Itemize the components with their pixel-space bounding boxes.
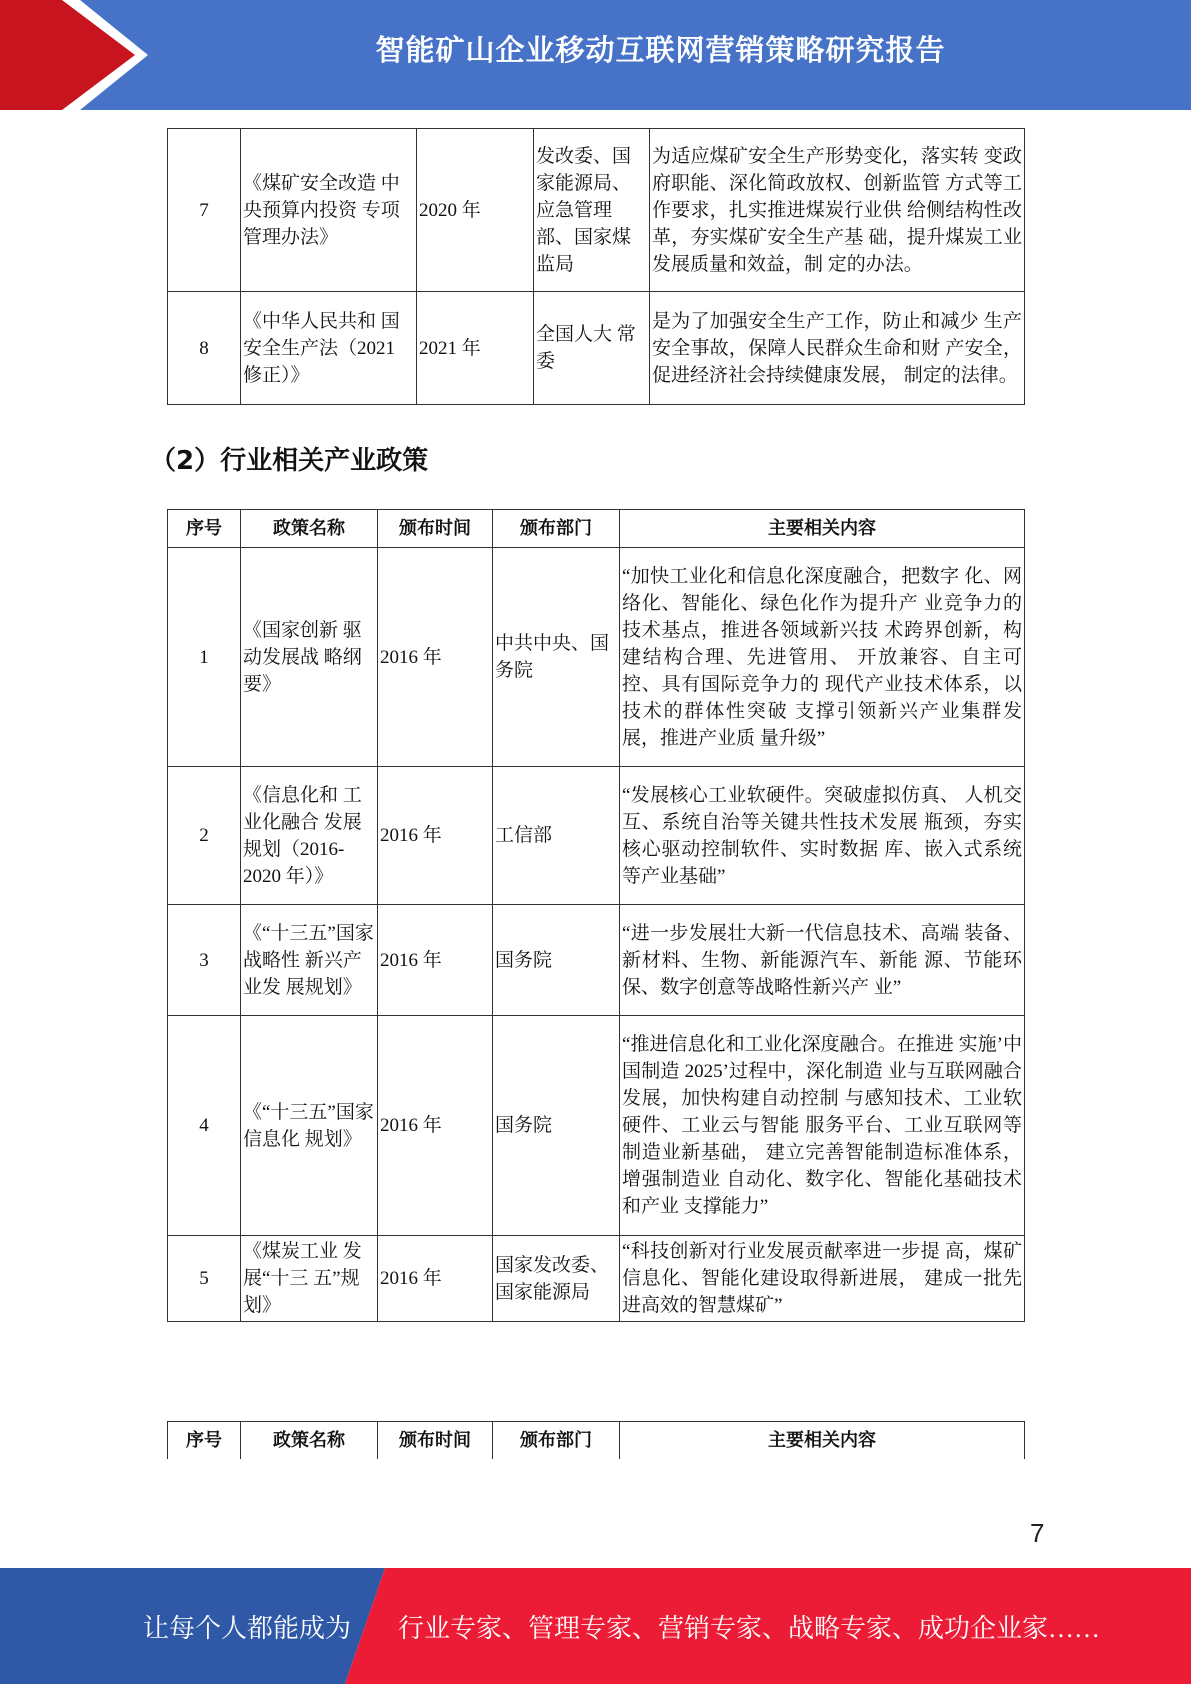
report-title: 智能矿山企业移动互联网营销策略研究报告: [375, 33, 946, 67]
header-chevron-decoration: [0, 0, 160, 110]
column-header-year: 颁布时间: [378, 1422, 493, 1460]
policy-name: 《煤炭工业 发展“十三 五”规划》: [241, 1236, 378, 1322]
page-header-banner: [0, 0, 1191, 110]
policy-department: 工信部: [493, 767, 620, 905]
row-number: 1: [168, 548, 241, 767]
policy-department: 国家发改委、国家能源局: [493, 1236, 620, 1322]
table-row: [168, 129, 1025, 292]
policy-name: 《信息化和 工业化融合 发展规划（2016-2020 年）》: [241, 767, 378, 905]
section-heading: （2）行业相关产业政策: [150, 446, 429, 476]
policy-name: 《“十三五”国家战略性 新兴产业发 展规划》: [241, 905, 378, 1016]
policy-name: 《中华人民共和 国安全生产法（2021 修正）》: [241, 292, 417, 405]
row-number: 4: [168, 1016, 241, 1236]
column-header-dept: 颁布部门: [493, 510, 620, 548]
policy-content: 为适应煤矿安全生产形势变化，落实转 变政府职能、深化简政放权、创新监管 方式等工作要求，扎实推进煤炭行业供 给侧结构性改革，夯实煤矿安全生产基 础，提升煤炭工业发展质量和效益，制 定的办法。: [650, 129, 1025, 292]
column-header-year: 颁布时间: [378, 510, 493, 548]
table-row: [168, 1236, 1025, 1322]
column-header-no: 序号: [168, 1422, 241, 1460]
table-header-row: [168, 510, 1025, 548]
policy-content: “发展核心工业软硬件。突破虚拟仿真、 人机交互、系统自治等关键共性技术发展 瓶颈，夯实核心驱动控制软件、实时数据 库、嵌入式系统等产业基础”: [620, 767, 1025, 905]
policy-year: 2016 年: [378, 1236, 493, 1322]
policy-table-continued-header: [167, 1421, 1025, 1459]
row-number: 5: [168, 1236, 241, 1322]
policy-name: 《国家创新 驱动发展战 略纲要》: [241, 548, 378, 767]
policy-table-industry: [167, 509, 1025, 1322]
policy-year: 2021 年: [417, 292, 534, 405]
policy-year: 2016 年: [378, 1016, 493, 1236]
policy-department: 全国人大 常委: [534, 292, 650, 405]
policy-department: 国务院: [493, 1016, 620, 1236]
row-number: 8: [168, 292, 241, 405]
policy-content: “加快工业化和信息化深度融合，把数字 化、网络化、智能化、绿色化作为提升产 业竞争力的技术基点，推进各领域新兴技 术跨界创新，构建结构合理、先进管用、 开放兼容、自主可控、具有国际竞争力的 现代产业技术体系，以技术的群体性突破 支撑引领新兴产业集群发展，推进产业质 量升级”: [620, 548, 1025, 767]
policy-name: 《“十三五”国家信息化 规划》: [241, 1016, 378, 1236]
policy-year: 2016 年: [378, 548, 493, 767]
page-number: 7: [1030, 1518, 1045, 1548]
policy-content: “科技创新对行业发展贡献率进一步提 高，煤矿信息化、智能化建设取得新进展， 建成一批先进高效的智慧煤矿”: [620, 1236, 1025, 1322]
row-number: 2: [168, 767, 241, 905]
policy-table-national-continued: [167, 128, 1025, 405]
row-number: 7: [168, 129, 241, 292]
column-header-name: 政策名称: [241, 1422, 378, 1460]
policy-year: 2016 年: [378, 767, 493, 905]
table-row: [168, 548, 1025, 767]
policy-department: 发改委、国家能源局、应急管理部、国家煤监局: [534, 129, 650, 292]
table-row: [168, 292, 1025, 405]
table-header-row: [168, 1422, 1025, 1460]
table-row: [168, 1016, 1025, 1236]
column-header-content: 主要相关内容: [620, 1422, 1025, 1460]
column-header-name: 政策名称: [241, 510, 378, 548]
column-header-dept: 颁布部门: [493, 1422, 620, 1460]
policy-name: 《煤矿安全改造 中央预算内投资 专项管理办法》: [241, 129, 417, 292]
page-footer-banner: [0, 1568, 1191, 1684]
footer-slogan-left: 让每个人都能成为: [143, 1614, 352, 1643]
column-header-content: 主要相关内容: [620, 510, 1025, 548]
policy-content: “进一步发展壮大新一代信息技术、高端 装备、新材料、生物、新能源汽车、新能 源、节能环保、数字创意等战略性新兴产 业”: [620, 905, 1025, 1016]
policy-content: “推进信息化和工业化深度融合。在推进 实施’中国制造 2025’过程中，深化制造 业与互联网融合发展，加快构建自动控制 与感知技术、工业软硬件、工业云与智能 服务平台、工业互联网等制造业新基础， 建立完善智能制造标准体系，增强制造业 自动化、数字化、智能化基础技术和产业 支撑能力”: [620, 1016, 1025, 1236]
row-number: 3: [168, 905, 241, 1016]
policy-year: 2016 年: [378, 905, 493, 1016]
column-header-no: 序号: [168, 510, 241, 548]
footer-slogan-right: 行业专家、管理专家、营销专家、战略专家、成功企业家……: [398, 1614, 1101, 1643]
policy-year: 2020 年: [417, 129, 534, 292]
policy-content: 是为了加强安全生产工作，防止和减少 生产安全事故，保障人民群众生命和财 产安全，促进经济社会持续健康发展， 制定的法律。: [650, 292, 1025, 405]
policy-department: 国务院: [493, 905, 620, 1016]
table-row: [168, 905, 1025, 1016]
policy-department: 中共中央、国务院: [493, 548, 620, 767]
table-row: [168, 767, 1025, 905]
